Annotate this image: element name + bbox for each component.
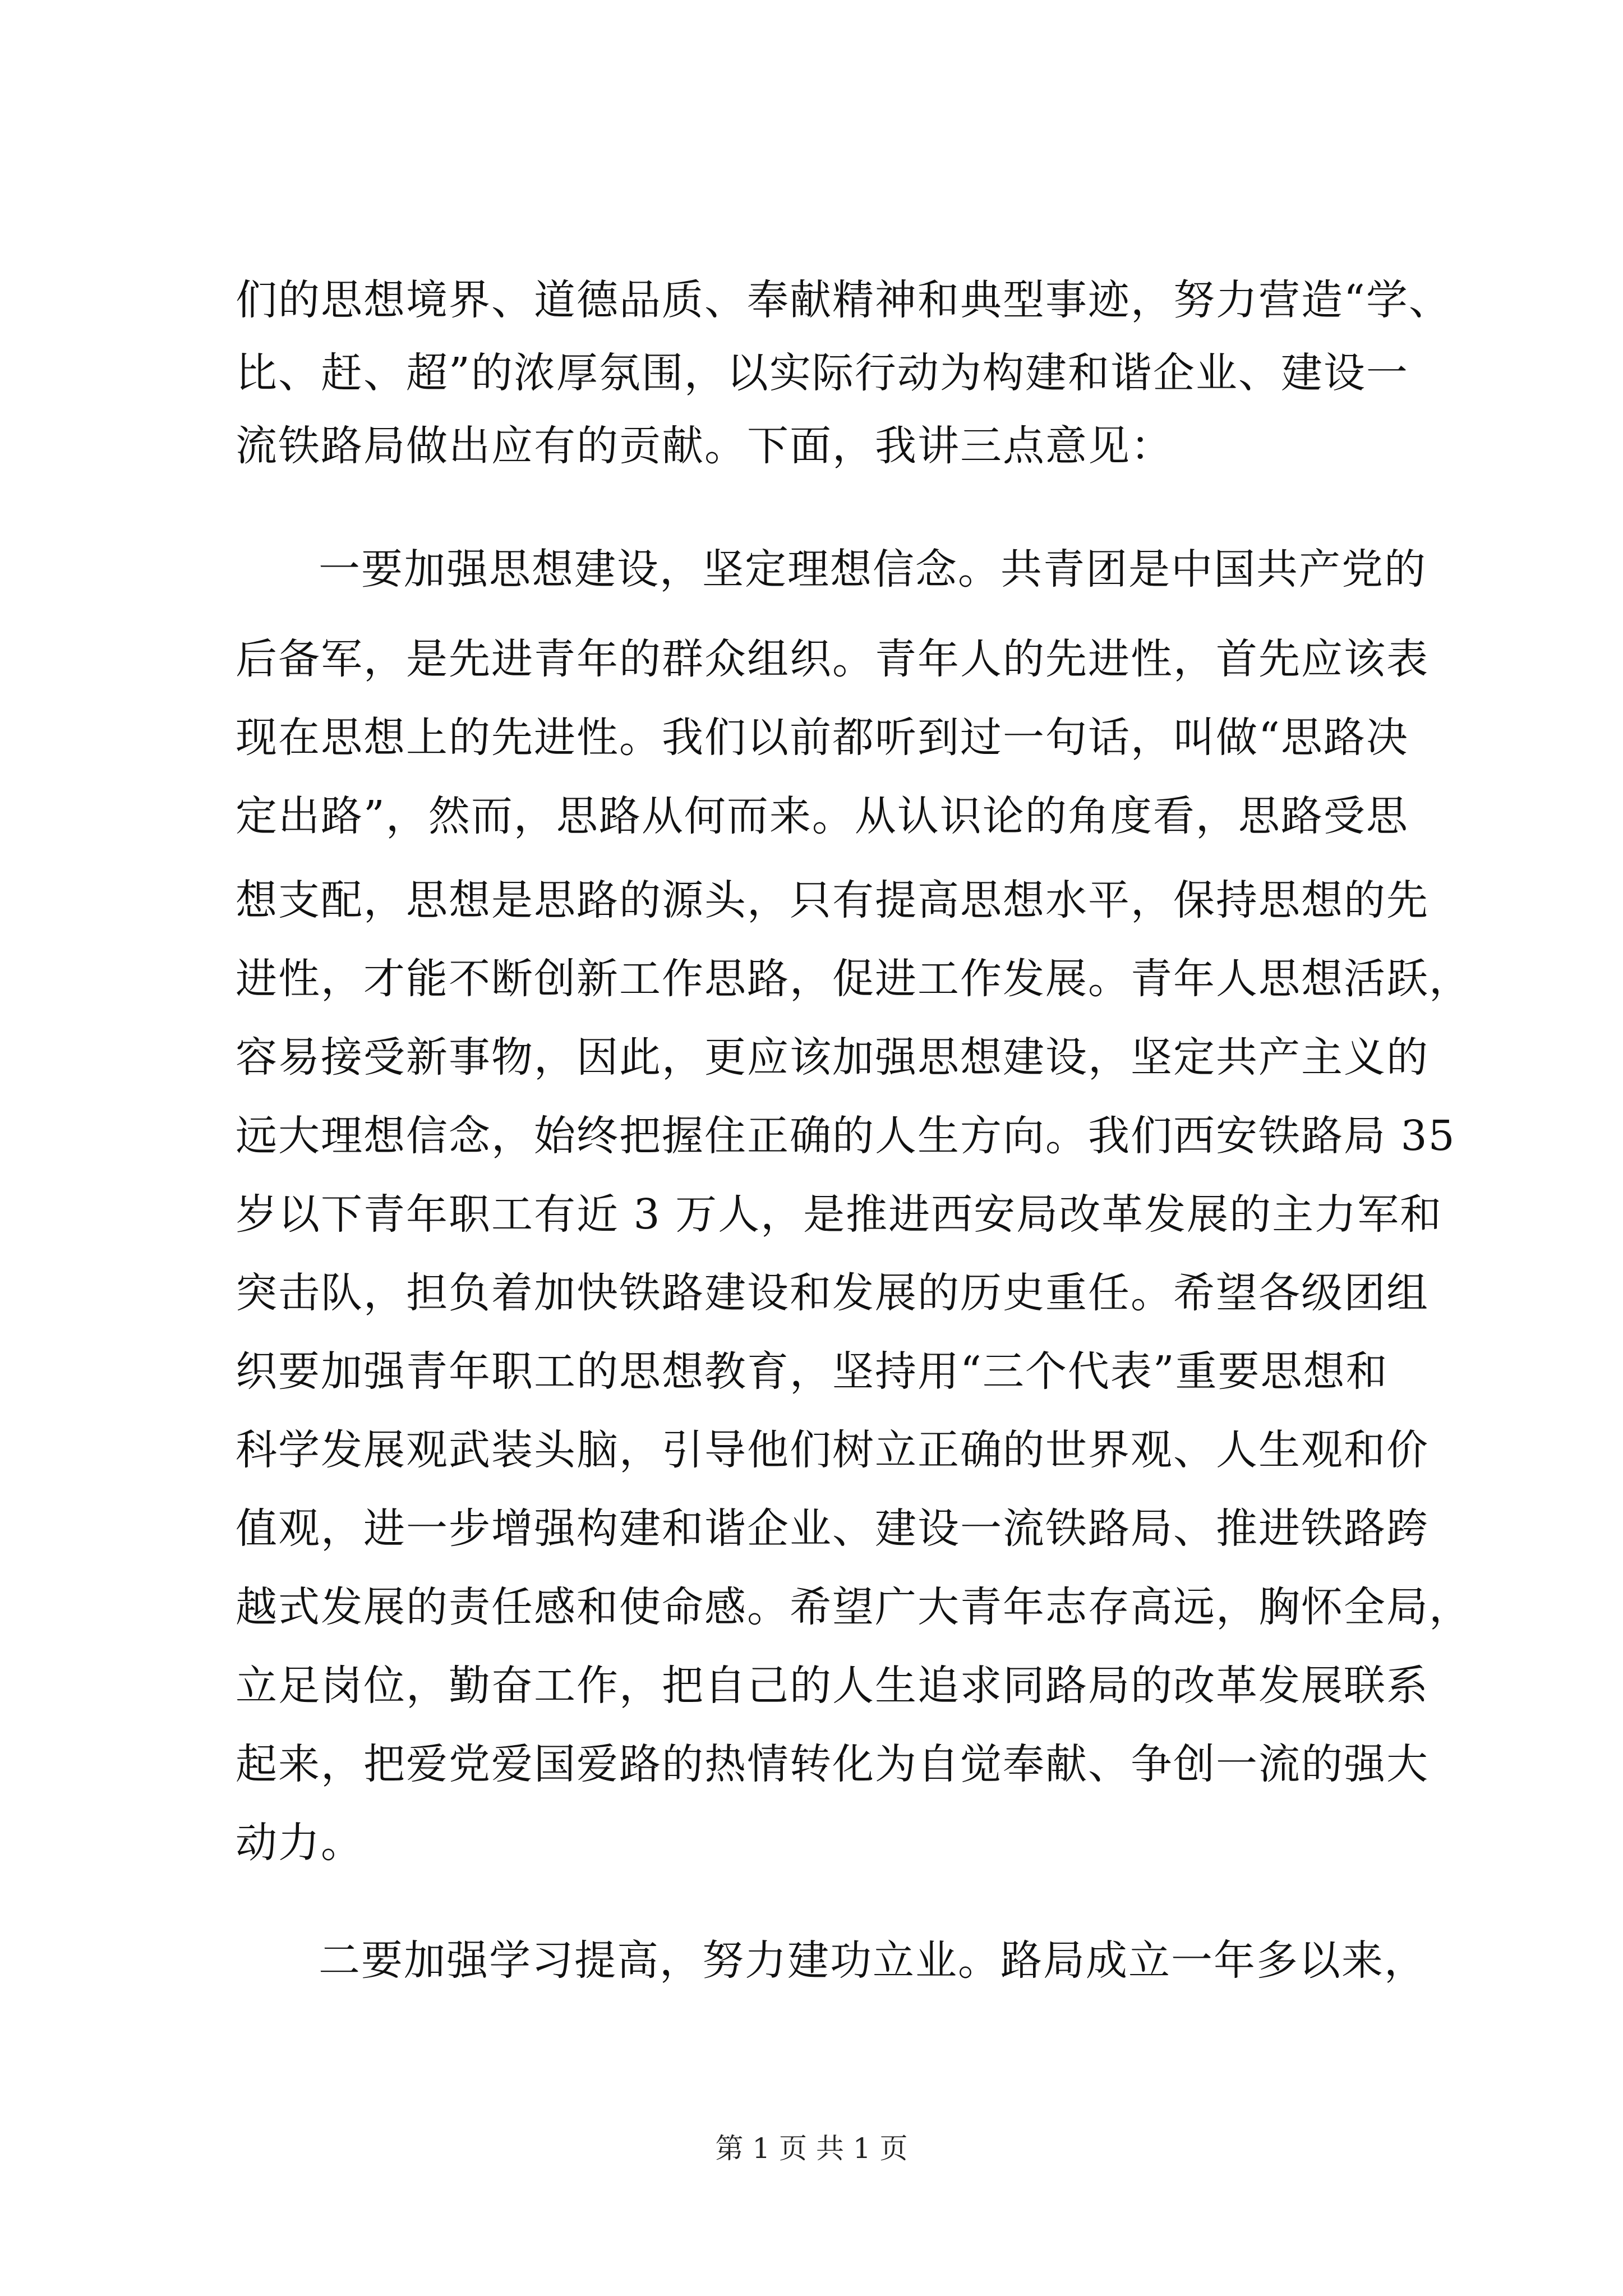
text-line: 容易接受新事物，因此，更应该加强思想建设，坚定共产主义的	[236, 1033, 1429, 1082]
text-line: 越式发展的责任感和使命感。希望广大青年志存高远，胸怀全局，	[236, 1583, 1472, 1631]
text-line: 比、赶、超”的浓厚氛围，以实际行动为构建和谐企业、建设一	[236, 349, 1409, 397]
text-line: 岁以下青年职工有近 3 万人，是推进西安局改革发展的主力军和	[236, 1190, 1443, 1239]
paragraph-start-line: 二要加强学习提高，努力建功立业。路局成立一年多以来，	[319, 1936, 1427, 1985]
paragraph-start-line: 一要加强思想建设，坚定理想信念。共青团是中国共产党的	[319, 545, 1427, 593]
text-line: 织要加强青年职工的思想教育，坚持用“三个代表”重要思想和	[236, 1347, 1389, 1396]
text-line: 现在思想上的先进性。我们以前都听到过一句话，叫做“思路决	[236, 714, 1409, 762]
text-line: 立足岗位，勤奋工作，把自己的人生追求同路局的改革发展联系	[236, 1662, 1429, 1710]
text-line: 们的思想境界、道德品质、奉献精神和典型事迹，努力营造“学、	[236, 276, 1451, 324]
text-line: 后备军，是先进青年的群众组织。青年人的先进性，首先应该表	[236, 635, 1429, 683]
page-number-footer: 第 1 页 共 1 页	[715, 2132, 908, 2165]
text-line: 远大理想信念，始终把握住正确的人生方向。我们西安铁路局 35	[236, 1112, 1456, 1160]
text-line: 定出路”，然而，思路从何而来。从认识论的角度看，思路受思	[236, 792, 1409, 840]
text-line: 流铁路局做出应有的贡献。下面，我讲三点意见：	[236, 422, 1173, 470]
text-line: 值观，进一步增强构建和谐企业、建设一流铁路局、推进铁路跨	[236, 1504, 1429, 1553]
text-line: 起来，把爱党爱国爱路的热情转化为自觉奉献、争创一流的强大	[236, 1740, 1429, 1788]
text-line: 突击队，担负着加快铁路建设和发展的历史重任。希望各级团组	[236, 1269, 1429, 1317]
text-line: 动力。	[236, 1819, 363, 1867]
text-line: 科学发展观武装头脑，引导他们树立正确的世界观、人生观和价	[236, 1426, 1429, 1474]
text-line: 想支配，思想是思路的源头，只有提高思想水平，保持思想的先	[236, 876, 1429, 924]
text-line: 进性，才能不断创新工作思路，促进工作发展。青年人思想活跃，	[236, 955, 1472, 1003]
